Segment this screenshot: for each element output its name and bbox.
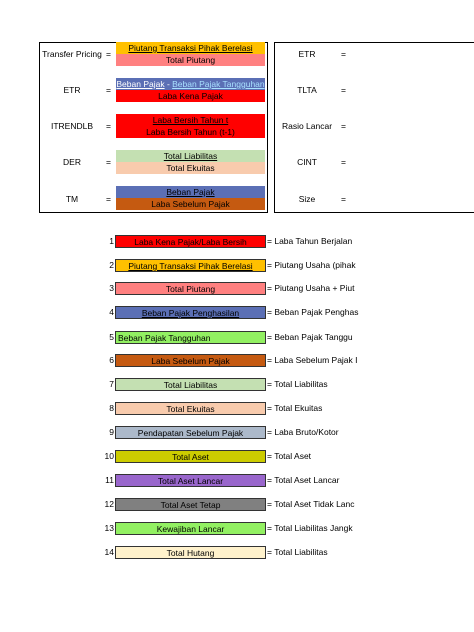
numerator-part-a: Beban Pajak xyxy=(116,79,165,89)
legend-description xyxy=(267,378,328,391)
equals-sign: = xyxy=(267,427,272,437)
legend-description xyxy=(267,354,358,367)
denominator-cell: Laba Sebelum Pajak xyxy=(116,198,265,210)
legend-description xyxy=(267,306,358,319)
numerator-part-b: Beban Pajak Tangguhan xyxy=(172,79,265,89)
legend-number: 1 xyxy=(109,236,114,246)
equals-sign: = xyxy=(106,121,111,131)
legend-description xyxy=(267,498,355,511)
numerator-cell: Beban Pajak xyxy=(116,186,265,198)
legend-color-box: Kewajiban Lancar xyxy=(115,522,266,535)
equals-sign: = xyxy=(106,85,111,95)
denominator-cell: Total Ekuitas xyxy=(116,162,265,174)
legend-color-box: Piutang Transaksi Pihak Berelasi xyxy=(115,259,266,272)
equals-sign: = xyxy=(267,355,272,365)
legend-desc-text: Total Liabilitas xyxy=(274,379,328,389)
denominator-cell: Laba Bersih Tahun (t-1) xyxy=(116,126,265,138)
numerator-separator: - xyxy=(164,79,173,89)
equals-sign: = xyxy=(341,49,346,59)
equals-sign: = xyxy=(341,157,346,167)
equals-sign: = xyxy=(106,157,111,167)
equals-sign: = xyxy=(267,499,272,509)
formula-label-der: DER xyxy=(63,157,81,167)
equals-sign: = xyxy=(267,307,272,317)
legend-number: 10 xyxy=(104,451,114,461)
legend-description xyxy=(267,426,339,439)
legend-description xyxy=(267,259,356,272)
denominator-cell: Total Piutang xyxy=(116,54,265,66)
denominator-cell: Laba Kena Pajak xyxy=(116,90,265,102)
legend-number: 2 xyxy=(109,260,114,270)
legend-desc-text: Piutang Usaha + Piut xyxy=(274,283,355,293)
equals-sign: = xyxy=(341,121,346,131)
legend-number: 3 xyxy=(109,283,114,293)
legend-description xyxy=(267,546,328,559)
legend-desc-text: Beban Pajak Tanggu xyxy=(274,332,353,342)
legend-description xyxy=(267,450,311,463)
right-label-rasio-lancar: Rasio Lancar xyxy=(281,121,333,131)
legend-description xyxy=(267,235,352,248)
legend-color-box: Total Ekuitas xyxy=(115,402,266,415)
legend-desc-text: Laba Sebelum Pajak I xyxy=(274,355,358,365)
legend-number: 7 xyxy=(109,379,114,389)
legend-desc-text: Piutang Usaha (pihak xyxy=(274,260,356,270)
equals-sign: = xyxy=(341,194,346,204)
equals-sign: = xyxy=(106,49,111,59)
equals-sign: = xyxy=(267,451,272,461)
legend-description xyxy=(267,402,322,415)
numerator-cell: Piutang Transaksi Pihak Berelasi xyxy=(116,42,265,54)
equals-sign: = xyxy=(267,523,272,533)
formula-label-etr: ETR xyxy=(63,85,81,95)
legend-number: 9 xyxy=(109,427,114,437)
legend-color-box: Pendapatan Sebelum Pajak xyxy=(115,426,266,439)
legend-desc-text: Total Liabilitas Jangk xyxy=(274,523,353,533)
legend-number: 5 xyxy=(109,332,114,342)
formula-label-itrendlb: ITRENDLB xyxy=(50,121,94,131)
equals-sign: = xyxy=(267,332,272,342)
right-label-size: Size xyxy=(298,194,316,204)
right-label-etr: ETR xyxy=(298,49,316,59)
legend-color-box: Total Aset xyxy=(115,450,266,463)
legend-desc-text: Total Aset xyxy=(274,451,312,461)
legend-number: 12 xyxy=(104,499,114,509)
equals-sign: = xyxy=(267,379,272,389)
right-label-tlta: TLTA xyxy=(297,85,317,95)
right-label-cint: CINT xyxy=(297,157,317,167)
legend-number: 4 xyxy=(109,307,114,317)
legend-color-box: Beban Pajak Penghasilan xyxy=(115,306,266,319)
equals-sign: = xyxy=(267,547,272,557)
legend-desc-text: Total Aset Lancar xyxy=(274,475,340,485)
legend-description xyxy=(267,282,354,295)
formula-label-tm: TM xyxy=(65,194,79,204)
equals-sign: = xyxy=(341,85,346,95)
formula-label-transfer-pricing: Transfer Pricing xyxy=(42,49,102,59)
legend-color-box: Total Hutang xyxy=(115,546,266,559)
legend-color-box: Laba Sebelum Pajak xyxy=(115,354,266,367)
legend-color-box: Laba Kena Pajak/Laba Bersih xyxy=(115,235,266,248)
legend-number: 8 xyxy=(109,403,114,413)
legend-desc-text: Total Aset Tidak Lanc xyxy=(274,499,355,509)
equals-sign: = xyxy=(267,236,272,246)
numerator-cell: Laba Bersih Tahun t xyxy=(116,114,265,126)
legend-description xyxy=(267,522,353,535)
legend-description xyxy=(267,474,339,487)
legend-color-box: Beban Pajak Tangguhan xyxy=(115,331,266,344)
numerator-cell: Total Liabilitas xyxy=(116,150,265,162)
numerator-cell xyxy=(116,78,265,90)
legend-number: 6 xyxy=(109,355,114,365)
legend-color-box: Total Aset Tetap xyxy=(115,498,266,511)
legend-color-box: Total Aset Lancar xyxy=(115,474,266,487)
legend-desc-text: Laba Bruto/Kotor xyxy=(274,427,339,437)
legend-desc-text: Beban Pajak Penghas xyxy=(274,307,359,317)
legend-number: 11 xyxy=(105,475,114,485)
legend-description xyxy=(267,331,353,344)
equals-sign: = xyxy=(267,475,272,485)
equals-sign: = xyxy=(267,403,272,413)
equals-sign: = xyxy=(267,260,272,270)
legend-desc-text: Total Ekuitas xyxy=(274,403,323,413)
legend-desc-text: Total Liabilitas xyxy=(274,547,328,557)
legend-number: 14 xyxy=(104,547,114,557)
equals-sign: = xyxy=(267,283,272,293)
legend-desc-text: Laba Tahun Berjalan xyxy=(274,236,353,246)
legend-number: 13 xyxy=(104,523,114,533)
legend-color-box: Total Liabilitas xyxy=(115,378,266,391)
legend-color-box: Total Piutang xyxy=(115,282,266,295)
equals-sign: = xyxy=(106,194,111,204)
